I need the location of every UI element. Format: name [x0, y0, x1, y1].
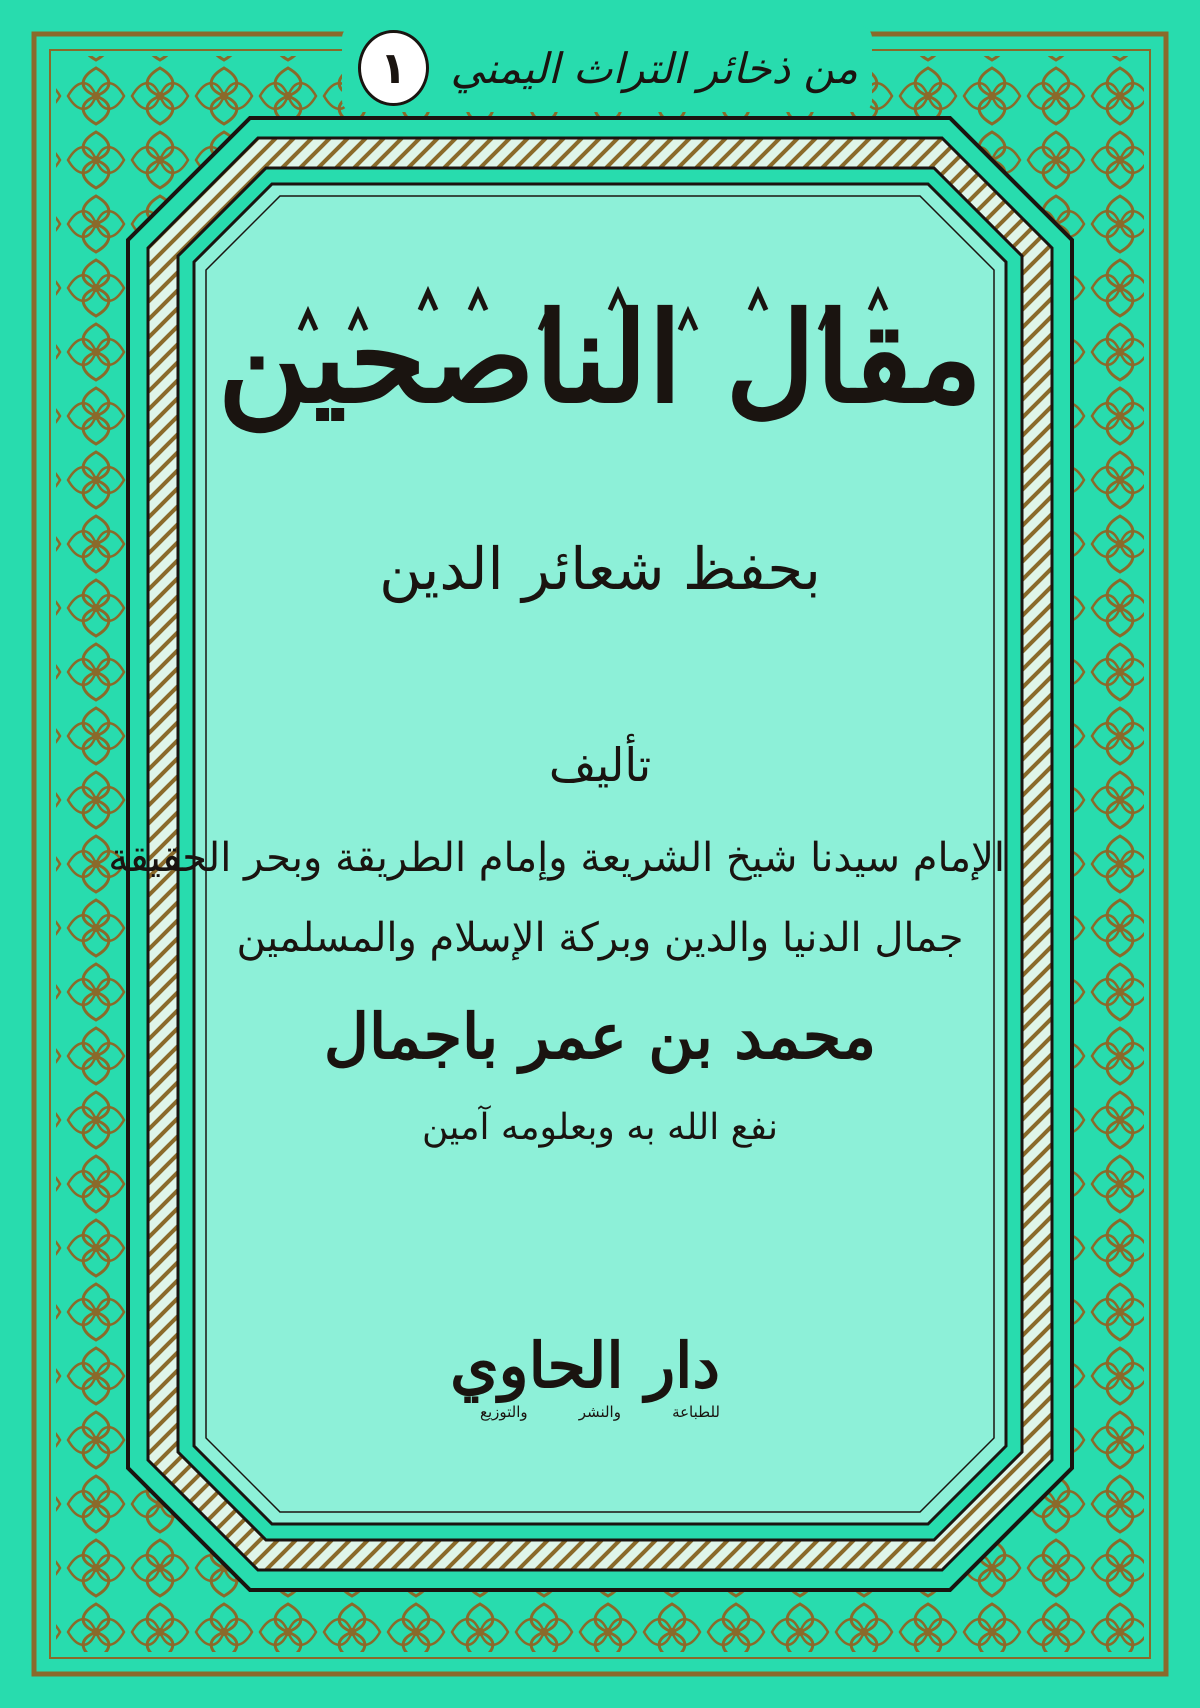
- book-subtitle: بحفظ شعائر الدين: [379, 535, 821, 603]
- author-label: تأليف: [548, 738, 652, 792]
- publisher-publish: والنشر: [578, 1403, 621, 1421]
- series-cartouche: [358, 30, 858, 106]
- author-name: محمد بن عمر باجمال: [323, 1000, 877, 1073]
- series-number-badge: ١: [358, 30, 429, 106]
- title-panel: [108, 235, 1005, 1510]
- publisher-tagline: [480, 1403, 720, 1421]
- author-blessing: نفع الله به وبعلومه آمين: [421, 1107, 779, 1148]
- series-label: من ذخائر التراث اليمني: [450, 43, 858, 93]
- publisher-distribute: والتوزيع: [480, 1403, 528, 1421]
- author-titles-line-2: جمال الدنيا والدين وبركة الإسلام والمسلمين: [236, 915, 964, 961]
- publisher-print: للطباعة: [672, 1403, 720, 1421]
- publisher-name: دار الحاوي: [450, 1329, 720, 1402]
- publisher-logo: [450, 1329, 720, 1455]
- author-titles-line-1: الإمام سيدنا شيخ الشريعة وإمام الطريقة وبحر الحقيقة: [108, 835, 1005, 881]
- book-title: مقال الناصحين: [217, 286, 983, 431]
